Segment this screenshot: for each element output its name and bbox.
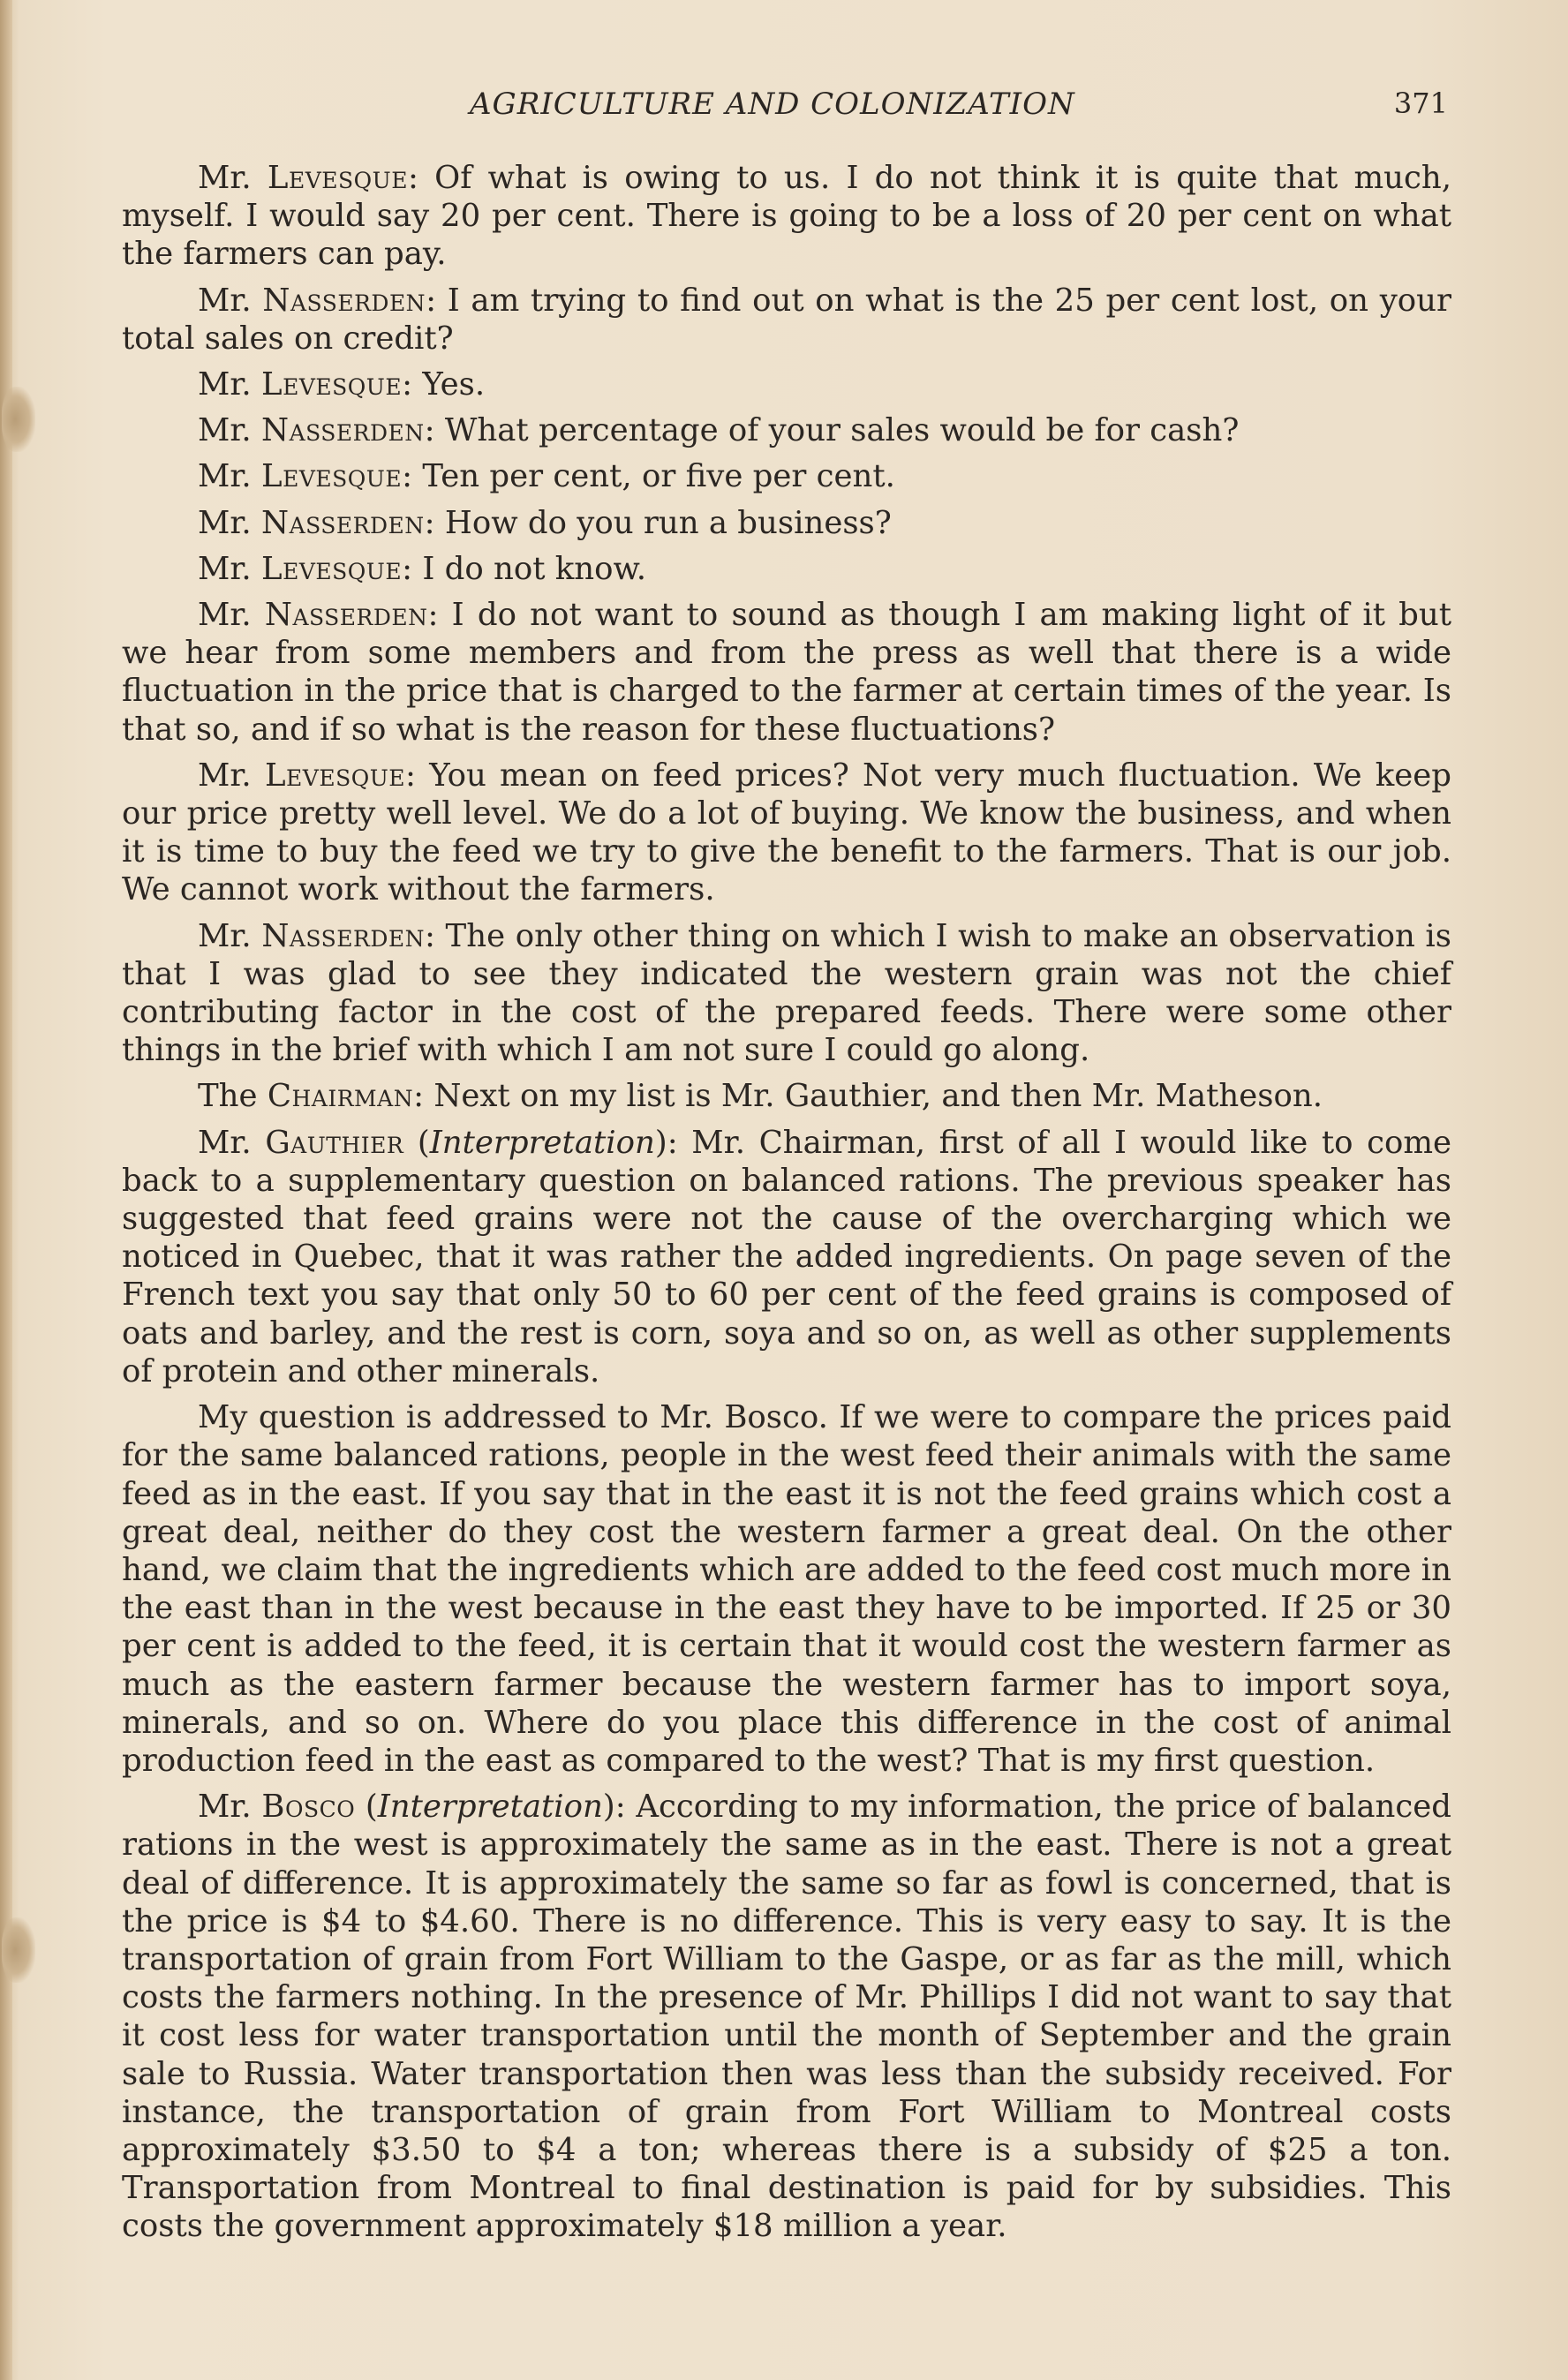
speaker-prefix: Mr. xyxy=(198,597,265,634)
speaker-prefix: Mr. xyxy=(198,412,261,449)
speaker-name: Nasserden xyxy=(261,504,425,541)
speaker-name: Nasserden xyxy=(262,282,426,319)
speaker-name: Gauthier xyxy=(265,1124,404,1161)
speaker-prefix: The xyxy=(198,1078,268,1115)
page-number: 371 xyxy=(1393,87,1448,120)
transcript-body xyxy=(122,159,1451,2254)
transcript-paragraph xyxy=(122,757,1451,909)
paragraph-text: : Next on my list is Mr. Gauthier, and then Mr. Matheson. xyxy=(413,1078,1323,1115)
speaker-name: Chairman xyxy=(267,1078,414,1115)
speaker-name: Levesque xyxy=(261,458,403,495)
paper-stain xyxy=(2,1917,35,1983)
transcript-paragraph xyxy=(122,365,1451,403)
paragraph-text: : According to my information, the price of balanced rations in the west is approximately the same as in the east. There is not a great deal of difference. It is approximately the same so far as fowl is concerned, that is the price is $4 to $4.60. There is no difference. This is very easy to say. It is the transportation of grain from Fort William to the Gaspe, or as far as the mill, which costs the farmers nothing. In the presence of Mr. Phillips I did not want to say that it cost less for water transportation until the month of September and the grain sale to Russia. Water transportation then was less than the subsidy received. For instance, the transportation of grain from Fort William to Montreal costs approximately $3.50 to $4 a ton; whereas there is a subsidy of $25 a ton. Transportation from Montreal to final destination is paid for by subsidies. This costs the government approximately $18 million a year. xyxy=(122,1789,1451,2245)
transcript-paragraph xyxy=(122,504,1451,542)
page-header xyxy=(124,87,1448,125)
paragraph-text: : The only other thing on which I wish to make an observation is that I was glad to see they indicated the western grain was not the chief contributing factor in the cost of the prepared feeds. There were some other things in the brief with which I am not sure I could go along. xyxy=(122,917,1451,1069)
paragraph-text: : Mr. Chairman, first of all I would like to come back to a supplementary question on balanced rations. The previous speaker has suggested that feed grains were not the cause of the overcharging which we noticed in Quebec, that it was rather the added ingredients. On page seven of the French text you say that only 50 to 60 per cent of the feed grains is composed of oats and barley, and the rest is corn, soya and so on, as well as other supplements of protein and other minerals. xyxy=(122,1124,1451,1390)
transcript-paragraph xyxy=(122,550,1451,588)
paragraph-text: : Of what is owing to us. I do not think it is quite that much, myself. I would say 20 per cent. There is going to be a loss of 20 per cent on what the farmers can pay. xyxy=(122,160,1451,273)
speaker-prefix: Mr. xyxy=(198,504,261,541)
speaker-prefix: Mr. xyxy=(198,1789,262,1826)
transcript-paragraph xyxy=(122,411,1451,449)
speaker-prefix: Mr. xyxy=(198,917,262,954)
paper-stain xyxy=(2,387,35,452)
transcript-paragraph: Mr. Bosco (Interpretation): According to my information, the price of balanced rations in the west is approximately the same as in the east. There is not a great deal of difference. It is approximately the same so far as fowl is concerned, that is the price is $4 to $4.60. There is no difference. This is very easy to say. It is the transportation of grain from Fort William to the Gaspe, or as far as the mill, which costs the farmers nothing. In the presence of Mr. Phillips I did not want to say that it cost less for water transportation until the month of September and the grain sale to Russia. Water transportation then was less than the subsidy received. For instance, the transportation of grain from Fort William to Montreal costs approximately $3.50 to $4 a ton; whereas there is a subsidy of $25 a ton. Transportation from Montreal to final destination is paid for by subsidies. This costs the government approximately $18 million a year. xyxy=(122,1789,1451,2245)
speaker-name: Levesque xyxy=(261,366,403,403)
speaker-prefix: Mr. xyxy=(198,366,261,403)
paragraph-text: : Ten per cent, or five per cent. xyxy=(402,458,895,495)
paragraph-text: : Yes. xyxy=(402,366,486,403)
transcript-paragraph xyxy=(122,596,1451,749)
paragraph-text: : What percentage of your sales would be for cash? xyxy=(424,412,1240,449)
page-binding-edge xyxy=(0,0,12,2380)
transcript-paragraph xyxy=(122,1398,1451,1780)
speaker-prefix: Mr. xyxy=(198,550,261,587)
paragraph-text: : I am trying to find out on what is the 25 per cent lost, on your total sales on credit? xyxy=(122,282,1451,357)
speaker-prefix: Mr. xyxy=(198,1124,266,1161)
transcript-paragraph xyxy=(122,1077,1451,1115)
transcript-paragraph xyxy=(122,282,1451,358)
speaker-prefix: Mr. xyxy=(198,458,261,495)
interpretation-note: Interpretation xyxy=(429,1124,655,1161)
speaker-name: Levesque xyxy=(264,757,406,794)
speaker-name: Nasserden xyxy=(264,597,428,634)
interpretation-note: Interpretation xyxy=(377,1789,603,1826)
transcript-paragraph xyxy=(122,159,1451,274)
transcript-paragraph: Mr. Gauthier (Interpretation): Mr. Chairman, first of all I would like to come back to a supplementary question on balanced rations. The previous speaker has suggested that feed grains were not the cause of the overcharging which we noticed in Quebec, that it was rather the added ingredients. On page seven of the French text you say that only 50 to 60 per cent of the feed grains is composed of oats and barley, and the rest is corn, soya and so on, as well as other supplements of protein and other minerals. xyxy=(122,1124,1451,1390)
speaker-name: Nasserden xyxy=(261,917,425,954)
speaker-name: Bosco xyxy=(261,1789,356,1826)
transcript-paragraph xyxy=(122,457,1451,495)
paragraph-text: : I do not know. xyxy=(402,550,647,587)
paragraph-text: : You mean on feed prices? Not very much fluctuation. We keep our price pretty well level. We do a lot of buying. We know the business, and when it is time to buy the feed we try to give the benefit to the farmers. That is our job. We cannot work without the farmers. xyxy=(122,757,1451,908)
running-title: AGRICULTURE AND COLONIZATION xyxy=(470,87,1075,122)
paragraph-text: : I do not want to sound as though I am making light of it but we hear from some members and from the press as well that there is a wide fluctuation in the price that is charged to the farmer at certain times of the year. Is that so, and if so what is the reason for these fluctuations? xyxy=(122,597,1451,748)
speaker-prefix: Mr. xyxy=(198,160,268,196)
speaker-prefix: Mr. xyxy=(198,757,265,794)
paragraph-text: My question is addressed to Mr. Bosco. If we were to compare the prices paid for the same balanced rations, people in the west feed their animals with the same feed as in the east. If you say that in the east it is not the feed grains which cost a great deal, neither do they cost the western farmer a great deal. On the other hand, we claim that the ingredients which are added to the feed cost much more in the east than in the west because in the east they have to be imported. If 25 or 30 per cent is added to the feed, it is certain that it would cost the western farmer as much as the eastern farmer because the western farmer has to import soya, minerals, and so on. Where do you place this difference in the cost of animal production feed in the east as compared to the west? That is my first question. xyxy=(122,1399,1451,1779)
speaker-name: Levesque xyxy=(261,550,403,587)
paragraph-text: : How do you run a business? xyxy=(424,504,892,541)
transcript-paragraph xyxy=(122,917,1451,1070)
speaker-name: Nasserden xyxy=(261,412,425,449)
speaker-prefix: Mr. xyxy=(198,282,263,319)
speaker-name: Levesque xyxy=(267,160,408,196)
